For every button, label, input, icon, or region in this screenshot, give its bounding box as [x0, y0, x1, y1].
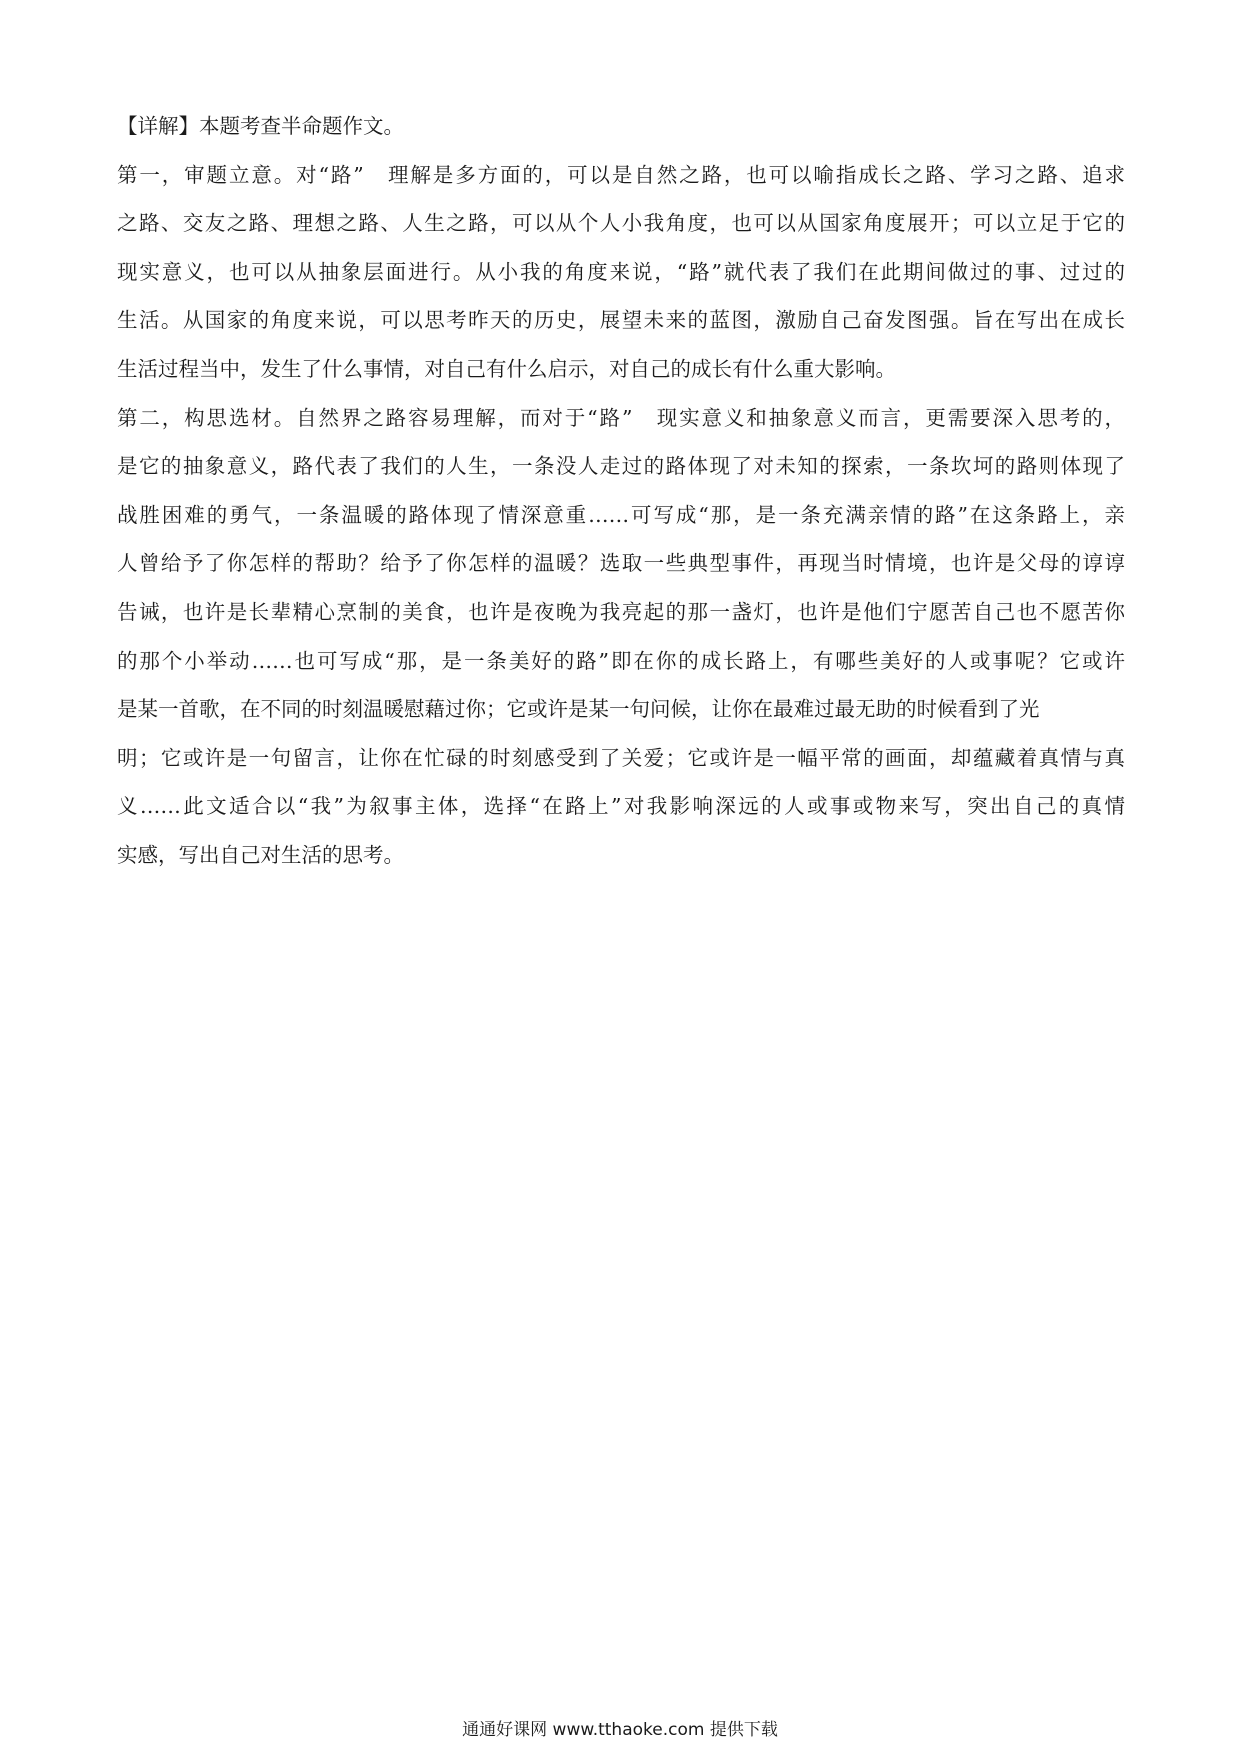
- paragraph-1-line-1: 第一，审题立意。对“路” 理解是多方面的，可以是自然之路，也可以喻指成长之路、学习之路、追求: [117, 162, 1125, 187]
- paragraph-1-line-3: 现实意义，也可以从抽象层面进行。从小我的角度来说，“路”就代表了我们在此期间做过的事、过过的: [117, 259, 1125, 284]
- paragraph-2-line-2: 是它的抽象意义，路代表了我们的人生，一条没人走过的路体现了对未知的探索，一条坎坷的路则体现了: [117, 454, 1125, 479]
- paragraph-1-line-5: 生活过程当中，发生了什么事情，对自己有什么启示，对自己的成长有什么重大影响。: [117, 356, 896, 381]
- paragraph-2-line-3: 战胜困难的勇气，一条温暖的路体现了情深意重……可写成“那，是一条充满亲情的路”在这条路上，亲: [117, 502, 1125, 527]
- document-body: [117, 102, 1125, 880]
- paragraph-2-line-1: 第二，构思选材。自然界之路容易理解，而对于“路” 现实意义和抽象意义而言，更需要深入思考的，: [117, 405, 1125, 430]
- paragraph-2-line-5: 告诫，也许是长辈精心烹制的美食，也许是夜晚为我亮起的那一盏灯，也许是他们宁愿苦自己也不愿苦你: [117, 599, 1125, 624]
- paragraph-2-line-6: 的那个小举动……也可写成“那，是一条美好的路”即在你的成长路上，有哪些美好的人或事呢？它或许: [117, 648, 1125, 673]
- paragraph-2-line-4: 人曾给予了你怎样的帮助？给予了你怎样的温暖？选取一些典型事件，再现当时情境，也许是父母的谆谆: [117, 551, 1125, 576]
- paragraph-1-line-4: 生活。从国家的角度来说，可以思考昨天的历史，展望未来的蓝图，激励自己奋发图强。旨在写出在成长: [117, 308, 1125, 333]
- paragraph-2-line-10: 实感，写出自己对生活的思考。: [117, 842, 404, 867]
- paragraph-1-line-2: 之路、交友之路、理想之路、人生之路，可以从个人小我角度，也可以从国家角度展开；可以立足于它的: [117, 211, 1125, 236]
- paragraph-2-line-7: 是某一首歌，在不同的时刻温暖慰藉过你；它或许是某一句问候，让你在最难过最无助的时候看到了光: [117, 697, 1040, 722]
- paragraph-2-line-8: 明；它或许是一句留言，让你在忙碌的时刻感受到了关爱；它或许是一幅平常的画面，却蕴藏着真情与真: [117, 745, 1125, 770]
- detail-heading-line: 【详解】本题考查半命题作文。: [117, 114, 404, 138]
- page-footer: 通通好课网 www.tthaoke.com 提供下载: [462, 1720, 778, 1740]
- paragraph-2-line-9: 义……此文适合以“我”为叙事主体，选择“在路上”对我影响深远的人或事或物来写，突出自己的真情: [117, 794, 1125, 819]
